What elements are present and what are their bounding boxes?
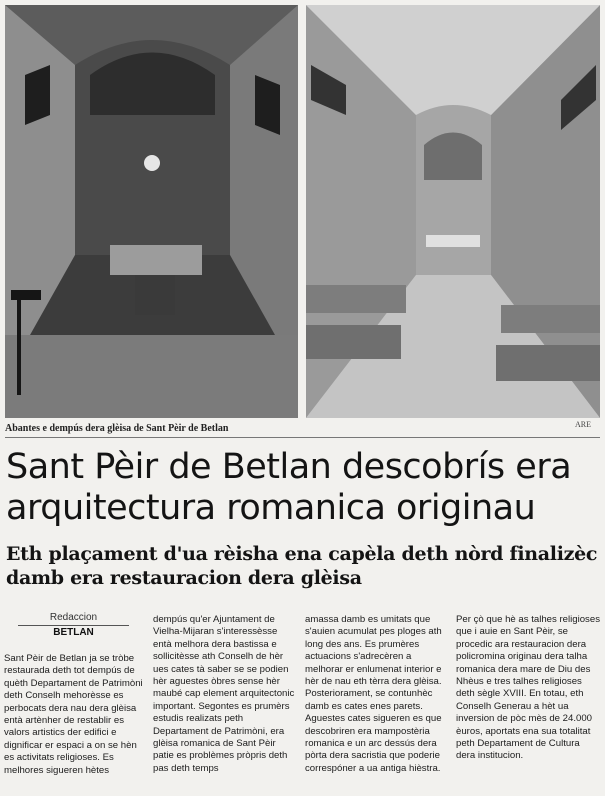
article-headline: Sant Pèir de Betlan descobrís era arquitectura romanica originau: [6, 447, 572, 528]
article-column-3: amassa damb es umitats que s'auien acumulat pes ploges ath long des ans. Es prumères actuacions s'adrecèren a melhorar er enlumenat interior e hèr de nau eth tèrra dera glèisa. Posteriorament, se contunhèc damb es cates enes parets. Aguestes cates sigueren es que descobriren era mampostèria romanica e un arc dessús dera pòrta dera sacristia que poderie correspóner a ua antiga hièstra.: [305, 614, 442, 774]
photo-credit: ARE: [575, 420, 591, 429]
byline-divider: [18, 625, 129, 626]
byline-place: BETLAN: [53, 627, 94, 638]
byline-author: Redaccion: [49, 612, 98, 623]
photo-pair: [5, 5, 600, 418]
article-column-1: Sant Pèir de Betlan ja se tròbe restaurada deth tot dempús de quèth Departament de Patrimòni deth Conselh mehorèsse es perbocats dera nau dera glèisa entà artènher de restablir es valors artistics der edifici e dignificar er espaci a on se hèn es activitats religioses. Es melhores sigueren hètes: [4, 653, 143, 776]
caption-divider: [5, 437, 600, 438]
byline: [6, 612, 141, 638]
photo-caption: Abantes e dempús dera glèisa de Sant Pèir de Betlan: [5, 423, 229, 434]
article-subheadline: Eth plaçament d'ua rèisha ena capèla deth nòrd finalizèc damb era restauracion dera glèisa: [6, 543, 598, 589]
article-column-2: dempús qu'er Ajuntament de Vielha-Mijaran s'interessèsse entà melhora dera bastissa e sollicitèsse ath Conselh de hèr ues cates tà saber se se podien hèr aguestes òbres sense hèr maubé cap element arquitectonic important. Segontes es prumèrs estudis realizats peth Departament de Patrimòni, era glèisa romanica de Sant Pèir patie es problèmes pròpris deth pas deth temps: [153, 614, 295, 774]
photo-before-restoration: [5, 5, 298, 418]
article-column-4: Per çò que hè as talhes religioses que i auie en Sant Pèir, se procedic ara restauracion dera policromina originau dera talha romanica dera mare de Diu des Nhèus e tres talhes religioses deth sègle XVIII. En totau, eth Conselh Generau a hèt ua inversion de pòc mès de 24.000 èuros, aportats ena sua totalitat peth Departament de Cultura dera institucion.: [456, 614, 600, 762]
photo-after-restoration: [306, 5, 600, 418]
